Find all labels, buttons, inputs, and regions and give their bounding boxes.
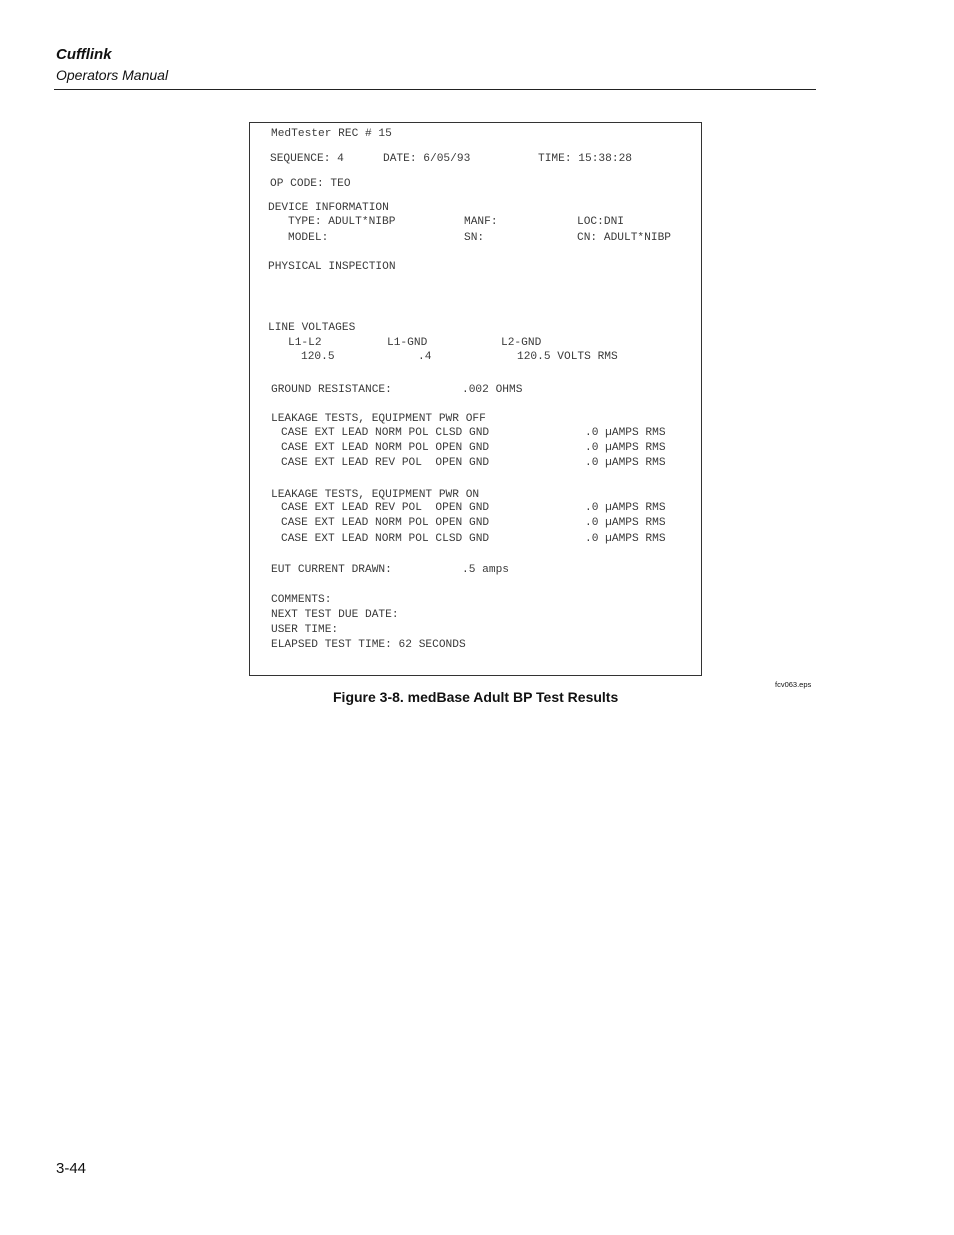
line-voltage-l1-gnd-value: .4 bbox=[418, 351, 432, 363]
next-test-due-field: NEXT TEST DUE DATE: bbox=[271, 609, 399, 621]
time-field: TIME: 15:38:28 bbox=[538, 153, 632, 165]
leakage-off-row-label: CASE EXT LEAD NORM POL CLSD GND bbox=[281, 427, 490, 439]
device-manf-field: MANF: bbox=[464, 216, 498, 228]
leakage-off-row-value: .0 µAMPS RMS bbox=[585, 457, 666, 469]
device-loc-field: LOC:DNI bbox=[577, 216, 624, 228]
leakage-on-row-label: CASE EXT LEAD REV POL OPEN GND bbox=[281, 502, 490, 514]
leakage-on-row-label: CASE EXT LEAD NORM POL OPEN GND bbox=[281, 517, 490, 529]
op-code-field: OP CODE: TEO bbox=[270, 178, 351, 190]
ground-resistance-label: GROUND RESISTANCE: bbox=[271, 384, 392, 396]
manual-title: Cufflink bbox=[56, 46, 112, 63]
ground-resistance-value: .002 OHMS bbox=[462, 384, 523, 396]
figure-caption: Figure 3-8. medBase Adult BP Test Results bbox=[333, 689, 619, 705]
device-info-heading: DEVICE INFORMATION bbox=[268, 202, 389, 214]
leakage-off-heading: LEAKAGE TESTS, EQUIPMENT PWR OFF bbox=[271, 413, 486, 425]
header-rule bbox=[54, 89, 816, 90]
date-field: DATE: 6/05/93 bbox=[383, 153, 471, 165]
leakage-off-row-value: .0 µAMPS RMS bbox=[585, 427, 666, 439]
device-cn-field: CN: ADULT*NIBP bbox=[577, 232, 671, 244]
line-voltage-l1-l2-label: L1-L2 bbox=[288, 337, 322, 349]
leakage-on-row-label: CASE EXT LEAD NORM POL CLSD GND bbox=[281, 533, 490, 545]
leakage-off-row-label: CASE EXT LEAD NORM POL OPEN GND bbox=[281, 442, 490, 454]
eut-current-label: EUT CURRENT DRAWN: bbox=[271, 564, 392, 576]
page-number: 3-44 bbox=[56, 1160, 87, 1177]
line-voltage-l2-gnd-label: L2-GND bbox=[501, 337, 542, 349]
leakage-off-row-label: CASE EXT LEAD REV POL OPEN GND bbox=[281, 457, 490, 469]
record-number: MedTester REC # 15 bbox=[271, 128, 392, 140]
physical-inspection-heading: PHYSICAL INSPECTION bbox=[268, 261, 396, 273]
comments-field: COMMENTS: bbox=[271, 594, 332, 606]
line-voltage-l1-gnd-label: L1-GND bbox=[387, 337, 428, 349]
line-voltage-l1-l2-value: 120.5 bbox=[301, 351, 335, 363]
test-results-printout bbox=[249, 122, 702, 676]
leakage-on-row-value: .0 µAMPS RMS bbox=[585, 533, 666, 545]
figure-filename: fcv063.eps bbox=[775, 680, 812, 689]
leakage-off-row-value: .0 µAMPS RMS bbox=[585, 442, 666, 454]
manual-subtitle: Operators Manual bbox=[56, 67, 169, 83]
user-time-field: USER TIME: bbox=[271, 624, 339, 636]
device-sn-field: SN: bbox=[464, 232, 485, 244]
leakage-on-heading: LEAKAGE TESTS, EQUIPMENT PWR ON bbox=[271, 489, 480, 501]
eut-current-value: .5 amps bbox=[462, 564, 509, 576]
elapsed-time-field: ELAPSED TEST TIME: 62 SECONDS bbox=[271, 639, 466, 651]
leakage-on-row-value: .0 µAMPS RMS bbox=[585, 517, 666, 529]
line-voltage-l2-gnd-value: 120.5 VOLTS RMS bbox=[517, 351, 618, 363]
leakage-on-row-value: .0 µAMPS RMS bbox=[585, 502, 666, 514]
device-type-field: TYPE: ADULT*NIBP bbox=[288, 216, 396, 228]
sequence-field: SEQUENCE: 4 bbox=[270, 153, 344, 165]
device-model-field: MODEL: bbox=[288, 232, 329, 244]
line-voltages-heading: LINE VOLTAGES bbox=[268, 322, 356, 334]
